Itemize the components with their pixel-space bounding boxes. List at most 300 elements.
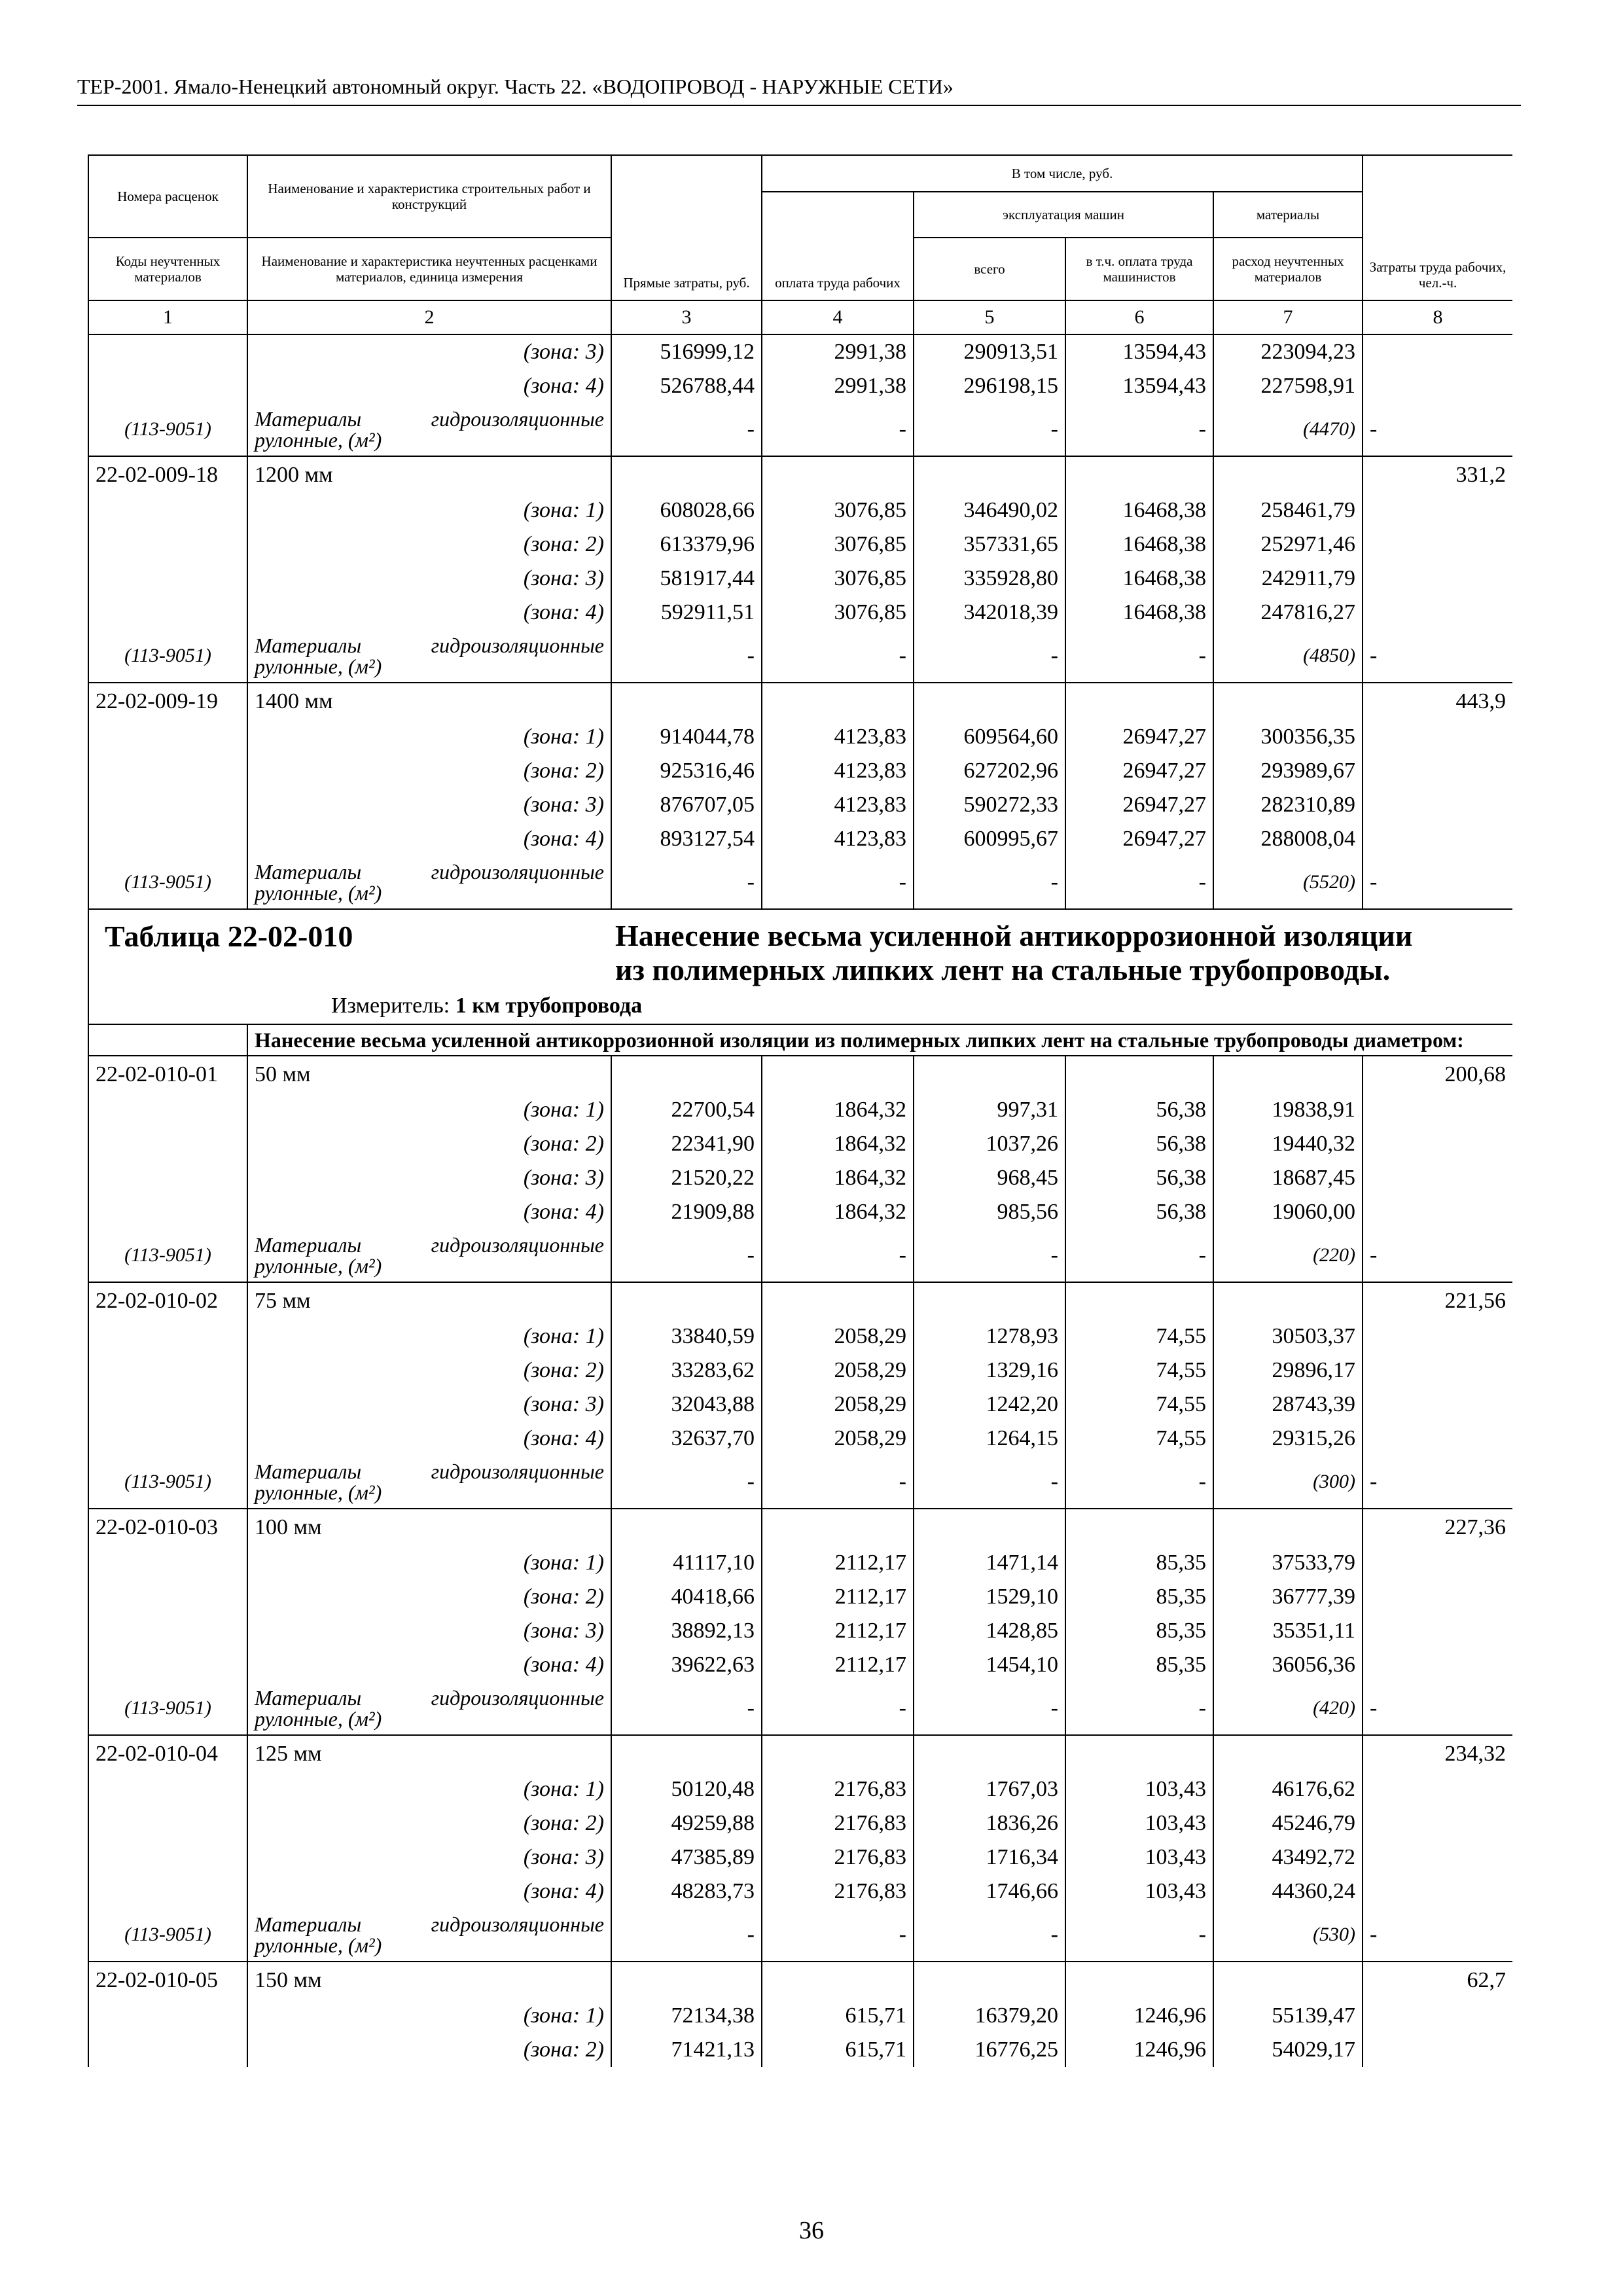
zone-label: (зона: 4) <box>247 1422 611 1456</box>
labor-hours-cell <box>1363 1580 1512 1614</box>
labor-hours-cell: - <box>1363 403 1512 456</box>
operators-pay-value: 56,38 <box>1065 1093 1213 1127</box>
direct-costs-value <box>611 1962 762 1999</box>
section-code-cell <box>88 1024 247 1056</box>
operators-pay-value: - <box>1065 856 1213 909</box>
labor-hours-cell <box>1363 1648 1512 1682</box>
material-name <box>247 1909 611 1962</box>
operators-pay-value: 85,35 <box>1065 1614 1213 1648</box>
material-quantity: (420) <box>1213 1682 1363 1735</box>
material-name <box>247 1456 611 1509</box>
labor-hours-cell <box>1363 1354 1512 1388</box>
materials-value <box>1213 456 1363 493</box>
operators-pay-value: - <box>1065 1909 1213 1962</box>
direct-costs-value: 72134,38 <box>611 1999 762 2033</box>
zone-label: (зона: 2) <box>247 528 611 562</box>
labor-pay-value <box>762 1509 914 1546</box>
material-name <box>247 856 611 909</box>
material-code: (113-9051) <box>88 1682 247 1735</box>
rate-code-cell <box>88 493 247 528</box>
operators-pay-value <box>1065 1962 1213 1999</box>
zone-label: (зона: 1) <box>247 1093 611 1127</box>
rate-code-cell <box>88 1806 247 1840</box>
labor-pay-value: - <box>762 1229 914 1282</box>
machine-total-value: 335928,80 <box>914 562 1065 596</box>
labor-hours-cell <box>1363 1093 1512 1127</box>
labor-pay-value: 2176,83 <box>762 1806 914 1840</box>
operators-pay-value: 103,43 <box>1065 1772 1213 1806</box>
materials-value: 300356,35 <box>1213 720 1363 754</box>
material-name-text: Материалы гидроизоляционные рулонные, (м²) <box>255 1912 604 1957</box>
labor-hours-cell <box>1363 1422 1512 1456</box>
zone-label: (зона: 1) <box>247 720 611 754</box>
labor-hours-value: 331,2 <box>1363 456 1512 493</box>
labor-hours-value: 62,7 <box>1363 1962 1512 1999</box>
machine-total-value: 1471,14 <box>914 1546 1065 1580</box>
col-number: 6 <box>1065 300 1213 334</box>
machine-total-value: 997,31 <box>914 1093 1065 1127</box>
material-row <box>88 856 1512 909</box>
labor-pay-value <box>762 683 914 720</box>
direct-costs-value <box>611 1735 762 1772</box>
operators-pay-value: 103,43 <box>1065 1840 1213 1874</box>
rate-code-cell <box>88 1546 247 1580</box>
col-number: 8 <box>1363 300 1512 334</box>
materials-value: 19838,91 <box>1213 1093 1363 1127</box>
zone-row <box>88 1999 1512 2033</box>
zone-label: (зона: 2) <box>247 2033 611 2067</box>
labor-hours-cell <box>1363 1806 1512 1840</box>
machine-total-value: 296198,15 <box>914 369 1065 403</box>
direct-costs-value: 893127,54 <box>611 822 762 856</box>
materials-value: 44360,24 <box>1213 1874 1363 1909</box>
rate-row <box>88 1282 1512 1319</box>
operators-pay-value <box>1065 683 1213 720</box>
materials-value: 29315,26 <box>1213 1422 1363 1456</box>
col-number: 4 <box>762 300 914 334</box>
labor-pay-value: 2112,17 <box>762 1546 914 1580</box>
material-code: (113-9051) <box>88 856 247 909</box>
operators-pay-value: 85,35 <box>1065 1580 1213 1614</box>
labor-hours-value: 443,9 <box>1363 683 1512 720</box>
labor-pay-value <box>762 1056 914 1093</box>
zone-row <box>88 1093 1512 1127</box>
machine-total-value: 346490,02 <box>914 493 1065 528</box>
zone-label: (зона: 2) <box>247 754 611 788</box>
machine-total-value: 1242,20 <box>914 1388 1065 1422</box>
rate-code-cell <box>88 754 247 788</box>
zone-row <box>88 720 1512 754</box>
rate-code: 22-02-009-18 <box>88 456 247 493</box>
zone-label: (зона: 1) <box>247 1772 611 1806</box>
materials-value <box>1213 1056 1363 1093</box>
direct-costs-value <box>611 456 762 493</box>
direct-costs-value: 581917,44 <box>611 562 762 596</box>
materials-value: 28743,39 <box>1213 1388 1363 1422</box>
labor-hours-cell <box>1363 334 1512 369</box>
table-heading-row <box>88 909 1512 1024</box>
labor-pay-value: 2112,17 <box>762 1614 914 1648</box>
labor-pay-value <box>762 456 914 493</box>
labor-pay-value: 2058,29 <box>762 1319 914 1354</box>
rate-code: 22-02-009-19 <box>88 683 247 720</box>
direct-costs-value: 914044,78 <box>611 720 762 754</box>
zone-row <box>88 1422 1512 1456</box>
direct-costs-value: 33283,62 <box>611 1354 762 1388</box>
labor-hours-cell <box>1363 1319 1512 1354</box>
labor-hours-cell <box>1363 528 1512 562</box>
labor-hours-cell <box>1363 596 1512 630</box>
materials-value: 54029,17 <box>1213 2033 1363 2067</box>
materials-value: 30503,37 <box>1213 1319 1363 1354</box>
col-rate-numbers-header: Номера расценок <box>88 155 247 238</box>
direct-costs-value <box>611 1056 762 1093</box>
labor-hours-cell: - <box>1363 1456 1512 1509</box>
machine-total-value: 600995,67 <box>914 822 1065 856</box>
operators-pay-value: 85,35 <box>1065 1546 1213 1580</box>
table-heading-cell <box>88 909 1512 1024</box>
materials-value: 35351,11 <box>1213 1614 1363 1648</box>
rate-code-cell <box>88 1999 247 2033</box>
direct-costs-value: 50120,48 <box>611 1772 762 1806</box>
zone-label: (зона: 3) <box>247 334 611 369</box>
zone-label: (зона: 3) <box>247 788 611 822</box>
direct-costs-value: - <box>611 630 762 683</box>
operators-pay-value: 26947,27 <box>1065 754 1213 788</box>
direct-costs-value: - <box>611 856 762 909</box>
material-name <box>247 630 611 683</box>
material-quantity: (300) <box>1213 1456 1363 1509</box>
col-incl-operators-header: в т.ч. оплата труда машинистов <box>1065 238 1213 300</box>
page-header <box>77 73 1521 106</box>
materials-value: 43492,72 <box>1213 1840 1363 1874</box>
zone-label: (зона: 1) <box>247 1999 611 2033</box>
material-name <box>247 1682 611 1735</box>
operators-pay-value: - <box>1065 1682 1213 1735</box>
rate-code-cell <box>88 1093 247 1127</box>
rate-row <box>88 1056 1512 1093</box>
col-labor-costs-header: Затраты труда рабочих, чел.-ч. <box>1363 155 1512 300</box>
zone-label: (зона: 3) <box>247 1388 611 1422</box>
operators-pay-value: 13594,43 <box>1065 369 1213 403</box>
page-number: 36 <box>799 2217 824 2244</box>
direct-costs-value: 21909,88 <box>611 1195 762 1229</box>
pipe-diameter: 125 мм <box>247 1735 611 1772</box>
labor-pay-value: 2176,83 <box>762 1874 914 1909</box>
direct-costs-value: 925316,46 <box>611 754 762 788</box>
rate-code-cell <box>88 788 247 822</box>
material-name-text: Материалы гидроизоляционные рулонные, (м²) <box>255 860 604 905</box>
material-quantity: (5520) <box>1213 856 1363 909</box>
material-code: (113-9051) <box>88 1456 247 1509</box>
materials-value <box>1213 1282 1363 1319</box>
zone-label: (зона: 4) <box>247 1648 611 1682</box>
operators-pay-value: 26947,27 <box>1065 788 1213 822</box>
machine-total-value <box>914 1509 1065 1546</box>
direct-costs-value: 592911,51 <box>611 596 762 630</box>
materials-value: 242911,79 <box>1213 562 1363 596</box>
labor-pay-value: - <box>762 1456 914 1509</box>
labor-hours-value: 200,68 <box>1363 1056 1512 1093</box>
material-code: (113-9051) <box>88 1909 247 1962</box>
direct-costs-value: 22341,90 <box>611 1127 762 1161</box>
direct-costs-value: 21520,22 <box>611 1161 762 1195</box>
rate-code-cell <box>88 369 247 403</box>
direct-costs-value: - <box>611 1909 762 1962</box>
labor-pay-value: 2176,83 <box>762 1772 914 1806</box>
materials-value: 247816,27 <box>1213 596 1363 630</box>
operators-pay-value: 1246,96 <box>1065 1999 1213 2033</box>
operators-pay-value: 103,43 <box>1065 1806 1213 1840</box>
zone-row <box>88 1127 1512 1161</box>
rate-code-cell <box>88 720 247 754</box>
direct-costs-value <box>611 1509 762 1546</box>
rate-code-cell <box>88 1874 247 1909</box>
machine-total-value: - <box>914 630 1065 683</box>
labor-hours-cell <box>1363 1195 1512 1229</box>
direct-costs-value: - <box>611 403 762 456</box>
rate-code: 22-02-010-01 <box>88 1056 247 1093</box>
section-heading-row <box>88 1024 1512 1056</box>
operators-pay-value: - <box>1065 1456 1213 1509</box>
labor-pay-value: 2058,29 <box>762 1422 914 1456</box>
machine-total-value: 1836,26 <box>914 1806 1065 1840</box>
labor-pay-value: 1864,32 <box>762 1161 914 1195</box>
operators-pay-value <box>1065 1056 1213 1093</box>
rates-table <box>88 154 1512 2067</box>
zone-label: (зона: 4) <box>247 596 611 630</box>
materials-value: 55139,47 <box>1213 1999 1363 2033</box>
zone-label: (зона: 3) <box>247 1840 611 1874</box>
operators-pay-value: - <box>1065 630 1213 683</box>
rate-code: 22-02-010-03 <box>88 1509 247 1546</box>
labor-hours-cell: - <box>1363 1682 1512 1735</box>
material-code: (113-9051) <box>88 403 247 456</box>
material-name-text: Материалы гидроизоляционные рулонные, (м²) <box>255 407 604 452</box>
materials-value: 293989,67 <box>1213 754 1363 788</box>
zone-label: (зона: 2) <box>247 1580 611 1614</box>
operators-pay-value: 56,38 <box>1065 1127 1213 1161</box>
machine-total-value: 1278,93 <box>914 1319 1065 1354</box>
zone-row <box>88 1806 1512 1840</box>
materials-value: 36777,39 <box>1213 1580 1363 1614</box>
table-number: Таблица 22-02-010 <box>105 920 353 953</box>
material-row <box>88 1229 1512 1282</box>
machine-total-value: 968,45 <box>914 1161 1065 1195</box>
operators-pay-value: 74,55 <box>1065 1319 1213 1354</box>
labor-pay-value: 2112,17 <box>762 1580 914 1614</box>
col-direct-costs-header: Прямые затраты, руб. <box>611 155 762 300</box>
materials-value: 252971,46 <box>1213 528 1363 562</box>
labor-hours-cell <box>1363 1999 1512 2033</box>
zone-label: (зона: 2) <box>247 1354 611 1388</box>
direct-costs-value: 38892,13 <box>611 1614 762 1648</box>
rate-code-cell <box>88 1422 247 1456</box>
pipe-diameter: 1400 мм <box>247 683 611 720</box>
rate-code-cell <box>88 1127 247 1161</box>
materials-value: 223094,23 <box>1213 334 1363 369</box>
labor-pay-value <box>762 1282 914 1319</box>
material-row <box>88 403 1512 456</box>
zone-label: (зона: 3) <box>247 1614 611 1648</box>
machine-total-value: 590272,33 <box>914 788 1065 822</box>
material-quantity: (530) <box>1213 1909 1363 1962</box>
operators-pay-value: 26947,27 <box>1065 822 1213 856</box>
labor-pay-value: 2991,38 <box>762 369 914 403</box>
material-quantity: (4470) <box>1213 403 1363 456</box>
pipe-diameter: 1200 мм <box>247 456 611 493</box>
labor-pay-value: - <box>762 1909 914 1962</box>
direct-costs-value: 516999,12 <box>611 334 762 369</box>
labor-pay-value: 4123,83 <box>762 720 914 754</box>
rate-row <box>88 1735 1512 1772</box>
col-in-total-header: В том числе, руб. <box>762 155 1363 192</box>
col-codes-header: Коды неучтенных материалов <box>88 238 247 300</box>
materials-value: 282310,89 <box>1213 788 1363 822</box>
labor-hours-value: 234,32 <box>1363 1735 1512 1772</box>
rate-row <box>88 683 1512 720</box>
zone-row <box>88 788 1512 822</box>
labor-hours-value: 227,36 <box>1363 1509 1512 1546</box>
material-quantity: (4850) <box>1213 630 1363 683</box>
labor-hours-cell <box>1363 822 1512 856</box>
labor-pay-value: 1864,32 <box>762 1195 914 1229</box>
direct-costs-value: - <box>611 1456 762 1509</box>
materials-value: 18687,45 <box>1213 1161 1363 1195</box>
col-machine-operation-header: эксплуатация машин <box>914 192 1213 238</box>
zone-label: (зона: 1) <box>247 1319 611 1354</box>
machine-total-value: 1716,34 <box>914 1840 1065 1874</box>
material-row <box>88 1682 1512 1735</box>
operators-pay-value: 26947,27 <box>1065 720 1213 754</box>
rate-code-cell <box>88 596 247 630</box>
direct-costs-value: 33840,59 <box>611 1319 762 1354</box>
direct-costs-value <box>611 683 762 720</box>
labor-pay-value: 2112,17 <box>762 1648 914 1682</box>
direct-costs-value: 39622,63 <box>611 1648 762 1682</box>
machine-total-value <box>914 1056 1065 1093</box>
direct-costs-value: 608028,66 <box>611 493 762 528</box>
rate-code-cell <box>88 1648 247 1682</box>
labor-hours-cell <box>1363 2033 1512 2067</box>
labor-pay-value: 3076,85 <box>762 562 914 596</box>
pipe-diameter: 100 мм <box>247 1509 611 1546</box>
zone-row <box>88 1772 1512 1806</box>
meter-label: Измеритель: <box>331 994 450 1018</box>
pipe-diameter: 75 мм <box>247 1282 611 1319</box>
zone-label: (зона: 4) <box>247 1874 611 1909</box>
material-row <box>88 1456 1512 1509</box>
zone-row <box>88 493 1512 528</box>
rate-row <box>88 1962 1512 1999</box>
operators-pay-value: 56,38 <box>1065 1161 1213 1195</box>
machine-total-value: 16776,25 <box>914 2033 1065 2067</box>
machine-total-value: - <box>914 856 1065 909</box>
zone-row <box>88 562 1512 596</box>
direct-costs-value: 876707,05 <box>611 788 762 822</box>
rate-code-cell <box>88 334 247 369</box>
rate-code-cell <box>88 1772 247 1806</box>
rate-code-cell <box>88 1614 247 1648</box>
labor-hours-cell <box>1363 1127 1512 1161</box>
materials-value: 258461,79 <box>1213 493 1363 528</box>
materials-value: 46176,62 <box>1213 1772 1363 1806</box>
zone-label: (зона: 4) <box>247 1195 611 1229</box>
zone-row <box>88 596 1512 630</box>
direct-costs-value: 32637,70 <box>611 1422 762 1456</box>
direct-costs-value: 32043,88 <box>611 1388 762 1422</box>
direct-costs-value: 526788,44 <box>611 369 762 403</box>
col-total-header: всего <box>914 238 1065 300</box>
material-row <box>88 1909 1512 1962</box>
rates-table-frame <box>88 154 1512 2147</box>
labor-pay-value: 2176,83 <box>762 1840 914 1874</box>
direct-costs-value: 40418,66 <box>611 1580 762 1614</box>
machine-total-value: - <box>914 403 1065 456</box>
machine-total-value: 357331,65 <box>914 528 1065 562</box>
header-row-1 <box>88 155 1512 192</box>
machine-total-value: 1767,03 <box>914 1772 1065 1806</box>
labor-hours-cell: - <box>1363 1909 1512 1962</box>
labor-pay-value <box>762 1735 914 1772</box>
operators-pay-value: 74,55 <box>1065 1422 1213 1456</box>
operators-pay-value: - <box>1065 1229 1213 1282</box>
labor-hours-cell <box>1363 1614 1512 1648</box>
machine-total-value <box>914 456 1065 493</box>
labor-pay-value: 615,71 <box>762 1999 914 2033</box>
materials-value: 19060,00 <box>1213 1195 1363 1229</box>
direct-costs-value: 613379,96 <box>611 528 762 562</box>
operators-pay-value <box>1065 1282 1213 1319</box>
labor-hours-cell <box>1363 1874 1512 1909</box>
direct-costs-value: 41117,10 <box>611 1546 762 1580</box>
labor-pay-value <box>762 1962 914 1999</box>
labor-hours-value: 221,56 <box>1363 1282 1512 1319</box>
zone-row <box>88 1319 1512 1354</box>
labor-pay-value: 4123,83 <box>762 822 914 856</box>
machine-total-value: 1454,10 <box>914 1648 1065 1682</box>
machine-total-value: 1329,16 <box>914 1354 1065 1388</box>
labor-hours-cell <box>1363 754 1512 788</box>
zone-label: (зона: 1) <box>247 493 611 528</box>
col-number: 1 <box>88 300 247 334</box>
machine-total-value <box>914 1282 1065 1319</box>
material-code: (113-9051) <box>88 630 247 683</box>
operators-pay-value: 16468,38 <box>1065 528 1213 562</box>
labor-hours-cell <box>1363 1546 1512 1580</box>
labor-pay-value: 4123,83 <box>762 788 914 822</box>
labor-hours-cell <box>1363 788 1512 822</box>
machine-total-value: 1037,26 <box>914 1127 1065 1161</box>
labor-hours-cell <box>1363 369 1512 403</box>
rate-code-cell <box>88 1580 247 1614</box>
zone-label: (зона: 2) <box>247 1127 611 1161</box>
rate-code-cell <box>88 562 247 596</box>
machine-total-value: 290913,51 <box>914 334 1065 369</box>
materials-value: 19440,32 <box>1213 1127 1363 1161</box>
col-materials-header: материалы <box>1213 192 1363 238</box>
zone-row <box>88 369 1512 403</box>
direct-costs-value: 48283,73 <box>611 1874 762 1909</box>
operators-pay-value <box>1065 456 1213 493</box>
rate-code-cell <box>88 1840 247 1874</box>
operators-pay-value <box>1065 1509 1213 1546</box>
col-number: 2 <box>247 300 611 334</box>
machine-total-value: - <box>914 1456 1065 1509</box>
zone-row <box>88 528 1512 562</box>
col-number: 5 <box>914 300 1065 334</box>
measurement-unit <box>96 994 1506 1018</box>
